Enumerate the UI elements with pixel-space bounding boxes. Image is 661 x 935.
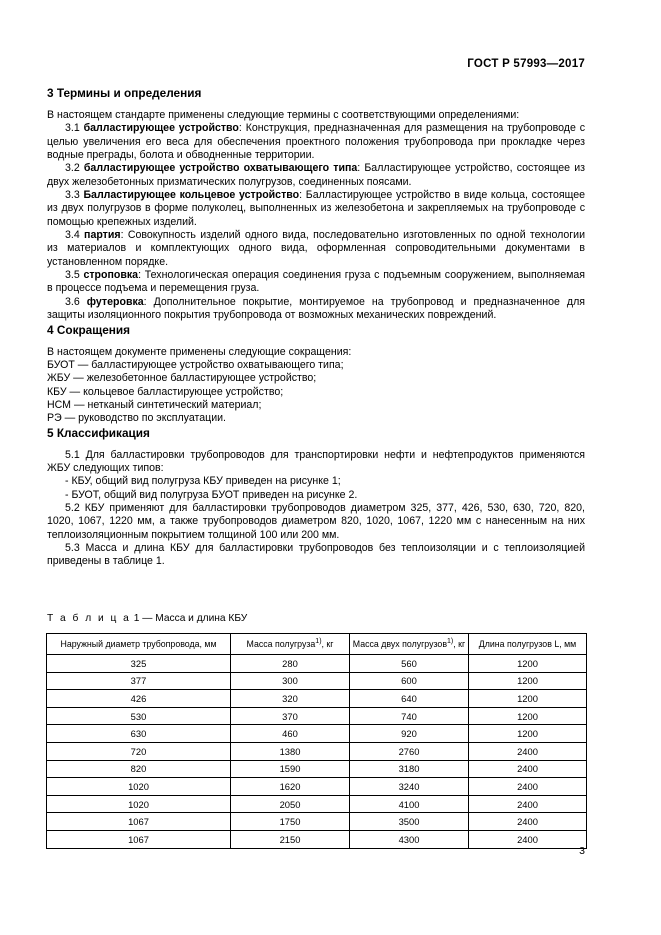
table-row <box>47 672 587 690</box>
section-title-classification: 5 Классификация <box>47 425 150 440</box>
cell-half-mass: 2050 <box>231 795 350 813</box>
abbreviations-lead: В настоящем документе применены следующие сокращения: <box>47 345 352 358</box>
cell-length: 2400 <box>469 760 587 778</box>
cell-half-mass: 460 <box>231 725 350 743</box>
table-caption-title: Масса и длина КБУ <box>155 613 248 624</box>
term-name: балластирующее устройство охватывающего типа <box>83 162 358 175</box>
cell-diameter: 820 <box>47 760 231 778</box>
abbreviation-item: ЖБУ — железобетонное балластирующее устройство; <box>47 372 317 385</box>
cell-length: 1200 <box>469 655 587 673</box>
term-entry-3-1: 3.1 балластирующее устройство: Конструкция, предназначенная для размещения на трубопроводе с целью увеличения его веса для обеспечения проектного положения трубопровода при прокладке через водные преграды, болота и обводненные территории. <box>47 122 585 162</box>
clause-5-2: 5.2 КБУ применяют для балластировки трубопроводов диаметром 325, 377, 426, 530, 630, 720, 820, 1020, 1067, 1220 мм, а также трубопроводов диаметром 820, 1020, 1067, 1220 мм с нанесенным на них теплоизоляционным покрытием толщиной 100 или 200 мм. <box>47 501 585 541</box>
cell-pair-mass: 3180 <box>350 760 469 778</box>
table-caption-number: 1 <box>133 613 140 624</box>
table-column-header-pair-mass <box>350 634 469 655</box>
term-entry-3-5: 3.5 строповка: Технологическая операция соединения груза с подъемным сооружением, выполняемая в процессе подъема и перемещения груза. <box>47 269 585 295</box>
page-number: 3 <box>579 845 585 857</box>
cell-length: 1200 <box>469 690 587 708</box>
abbreviation-item: КБУ — кольцевое балластирующее устройство; <box>47 385 284 398</box>
cell-half-mass: 2150 <box>231 830 350 848</box>
classification-list-item: - КБУ, общий вид полугруза КБУ приведен на рисунке 1; <box>65 475 341 488</box>
term-definition: Совокупность изделий одного вида, последовательно изготовленных по одной технологии из материалов и комплектующих одного вида, оформленная сопроводительными документами в установленном порядке. <box>47 229 585 268</box>
cell-length: 2400 <box>469 742 587 760</box>
kbu-mass-length-table <box>46 633 587 849</box>
header-text: Наружный диаметр трубопровода, мм <box>60 638 217 649</box>
term-name: партия <box>84 229 121 242</box>
term-definition: Балластирующее устройство в виде кольца, состоящее из двух полугрузов в форме полуколец, выполненных из железобетона и закрепляемых на трубопроводе с помощью крепежных изделий. <box>47 189 585 228</box>
cell-pair-mass: 920 <box>350 725 469 743</box>
classification-list-item: - БУОТ, общий вид полугруза БУОТ приведен на рисунке 2. <box>65 488 358 501</box>
footnote-mark: 1) <box>315 637 322 645</box>
cell-pair-mass: 600 <box>350 672 469 690</box>
header-text: Масса двух полугрузов <box>352 638 447 649</box>
term-number: 3.3 <box>65 189 80 202</box>
cell-half-mass: 370 <box>231 707 350 725</box>
table-row <box>47 795 587 813</box>
table-row <box>47 778 587 796</box>
term-entry-3-2: 3.2 балластирующее устройство охватывающего типа: Балластирующее устройство, состоящее из двух железобетонных призматических полугрузов, соединенных поясами. <box>47 162 585 188</box>
cell-diameter: 1067 <box>47 830 231 848</box>
cell-pair-mass: 2760 <box>350 742 469 760</box>
table-caption-label: Т а б л и ц а <box>47 613 131 624</box>
cell-pair-mass: 640 <box>350 690 469 708</box>
cell-diameter: 426 <box>47 690 231 708</box>
footnote-mark: 1) <box>447 637 454 645</box>
cell-half-mass: 1620 <box>231 778 350 796</box>
table-header-row <box>47 634 587 655</box>
cell-diameter: 630 <box>47 725 231 743</box>
table-row <box>47 655 587 673</box>
abbreviation-item: НСМ — нетканый синтетический материал; <box>47 398 262 411</box>
term-definition: Дополнительное покрытие, монтируемое на трубопровод и предназначенное для защиты изоляционного покрытия трубопровода от возможных механических повреждений. <box>47 295 585 322</box>
header-text: Длина полугрузов L, мм <box>478 638 577 649</box>
header-unit: , кг <box>453 638 466 649</box>
header-text: Масса полугруза <box>246 638 316 649</box>
table-caption <box>47 613 247 625</box>
term-definition: Технологическая операция соединения груза с подъемным сооружением, выполняемая в процессе подъема и перемещения груза. <box>47 269 585 295</box>
term-entry-3-4: 3.4 партия: Совокупность изделий одного вида, последовательно изготовленных по одной технологии из материалов и комплектующих одного вида, оформленная сопроводительными документами в установленном порядке. <box>47 229 585 268</box>
cell-length: 1200 <box>469 707 587 725</box>
cell-half-mass: 300 <box>231 672 350 690</box>
cell-pair-mass: 4100 <box>350 795 469 813</box>
cell-length: 1200 <box>469 672 587 690</box>
cell-half-mass: 1590 <box>231 760 350 778</box>
table-column-header-half-mass <box>231 634 350 655</box>
abbreviation-item: РЭ — руководство по эксплуатации. <box>47 412 226 425</box>
cell-length: 1200 <box>469 725 587 743</box>
term-name: футеровка <box>86 295 144 308</box>
table-row <box>47 742 587 760</box>
table-column-header-diameter <box>47 634 231 655</box>
cell-diameter: 1020 <box>47 778 231 796</box>
running-header-standard-id: ГОСТ Р 57993—2017 <box>467 58 585 70</box>
cell-length: 2400 <box>469 830 587 848</box>
table-row <box>47 760 587 778</box>
term-name: строповка <box>83 269 139 282</box>
cell-diameter: 325 <box>47 655 231 673</box>
table-column-header-length <box>469 634 587 655</box>
term-name: Балластирующее кольцевое устройство <box>83 189 300 202</box>
cell-pair-mass: 740 <box>350 707 469 725</box>
cell-diameter: 530 <box>47 707 231 725</box>
section-title-abbreviations: 4 Сокращения <box>47 322 131 337</box>
term-entry-3-3: 3.3 Балластирующее кольцевое устройство: Балластирующее устройство в виде кольца, состоящее из двух полугрузов в форме полуколец, выполненных из железобетона и закрепляемых на трубопроводе с помощью крепежных изделий. <box>47 189 585 228</box>
term-entry-3-6: 3.6 футеровка: Дополнительное покрытие, монтируемое на трубопровод и предназначенное для защиты изоляционного покрытия трубопровода от возможных механических повреждений. <box>47 295 585 322</box>
term-number: 3.2 <box>65 162 80 175</box>
term-number: 3.5 <box>65 269 80 282</box>
section-title-terms: 3 Термины и определения <box>47 86 202 100</box>
cell-diameter: 1067 <box>47 813 231 831</box>
term-number: 3.4 <box>65 229 80 242</box>
cell-length: 2400 <box>469 795 587 813</box>
table-row <box>47 690 587 708</box>
cell-length: 2400 <box>469 813 587 831</box>
table-caption-dash: — <box>142 613 153 624</box>
cell-diameter: 720 <box>47 742 231 760</box>
clause-5-1: 5.1 Для балластировки трубопроводов для транспортировки нефти и нефтепродуктов применяются ЖБУ следующих типов: <box>47 448 585 474</box>
cell-pair-mass: 3500 <box>350 813 469 831</box>
table-row <box>47 813 587 831</box>
abbreviation-item: БУОТ — балластирующее устройство охватывающего типа; <box>47 358 344 371</box>
header-unit: , кг <box>321 638 334 649</box>
cell-diameter: 377 <box>47 672 231 690</box>
term-definition: Балластирующее устройство, состоящее из двух железобетонных призматических полугрузов, соединенных поясами. <box>47 162 585 188</box>
cell-half-mass: 1380 <box>231 742 350 760</box>
clause-5-3: 5.3 Масса и длина КБУ для балластировки трубопроводов без теплоизоляции и с теплоизоляцией приведены в таблице 1. <box>47 541 585 568</box>
cell-half-mass: 1750 <box>231 813 350 831</box>
term-number: 3.1 <box>65 122 80 135</box>
table-row <box>47 725 587 743</box>
table-row <box>47 830 587 848</box>
cell-pair-mass: 560 <box>350 655 469 673</box>
cell-half-mass: 320 <box>231 690 350 708</box>
term-name: балластирующее устройство <box>83 122 239 135</box>
terms-lead: В настоящем стандарте применены следующие термины с соответствующими определениями: <box>47 109 520 121</box>
abbreviations-block <box>47 346 585 426</box>
cell-pair-mass: 4300 <box>350 830 469 848</box>
term-definition: Конструкция, предназначенная для размещения на трубопроводе с целью увеличения его веса для обеспечения проектного положения трубопровода при прокладке через водные преграды, болота и обводненные территории. <box>47 122 585 162</box>
term-number: 3.6 <box>65 295 80 308</box>
document-content <box>47 86 585 569</box>
cell-half-mass: 280 <box>231 655 350 673</box>
cell-length: 2400 <box>469 778 587 796</box>
cell-pair-mass: 3240 <box>350 778 469 796</box>
table-body <box>47 655 587 849</box>
cell-diameter: 1020 <box>47 795 231 813</box>
table-row <box>47 707 587 725</box>
